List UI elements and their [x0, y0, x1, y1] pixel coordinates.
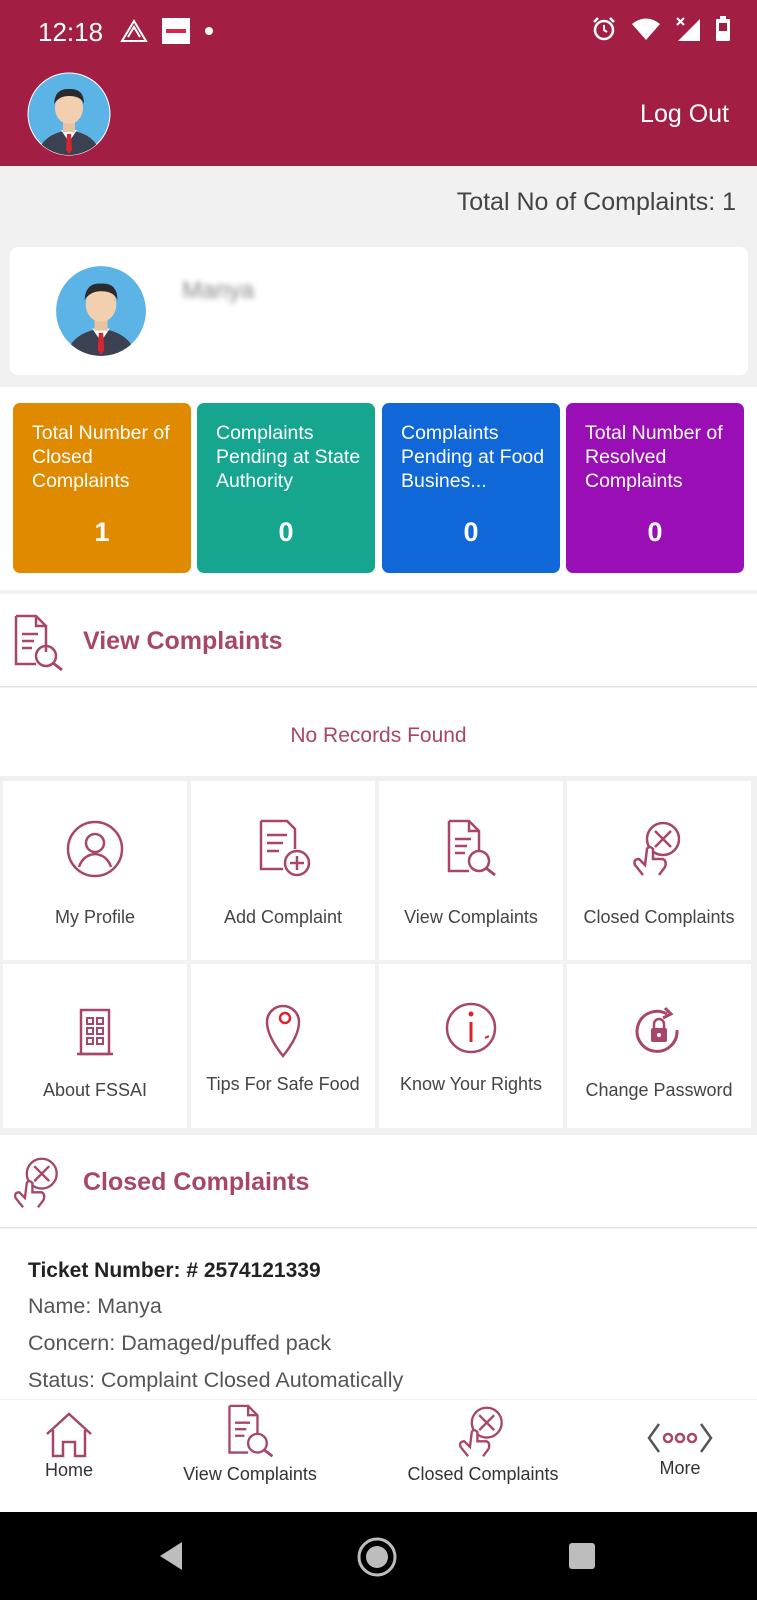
tile-change-password[interactable] [567, 964, 751, 1128]
search-document-icon [222, 1402, 278, 1462]
stat-label: Complaints Pending at State Authority [216, 422, 361, 492]
closed-hand-icon [10, 1153, 66, 1213]
nav-view-complaints[interactable] [175, 1400, 325, 1512]
tile-label: Closed Complaints [583, 907, 735, 927]
ticket-concern: Concern: Damaged/puffed pack [28, 1331, 332, 1355]
menu-grid [0, 778, 757, 1134]
ticket-status: Status: Complaint Closed Automatically [28, 1368, 404, 1392]
signal-icon [675, 16, 701, 42]
wifi-icon [631, 17, 661, 41]
user-card [10, 247, 748, 375]
nav-label: Closed Complaints [407, 1464, 559, 1484]
tile-about-fssai[interactable] [3, 964, 187, 1128]
stat-value: 0 [647, 517, 663, 547]
stat-card-closed[interactable] [13, 403, 191, 573]
nav-home[interactable] [24, 1400, 114, 1512]
nav-label: More [659, 1458, 701, 1478]
view-complaints-section[interactable] [0, 594, 757, 687]
nav-closed-complaints[interactable] [398, 1400, 568, 1512]
building-icon [65, 1004, 125, 1064]
tile-add-complaint[interactable] [191, 781, 375, 960]
user-name: Manya [182, 277, 255, 304]
tile-label: About FSSAI [42, 1080, 148, 1100]
more-icon [647, 1420, 713, 1456]
home-icon [43, 1408, 95, 1460]
app-bar [0, 64, 757, 166]
ticket-name: Name: Manya [28, 1294, 162, 1318]
tile-tips-safe-food[interactable] [191, 964, 375, 1128]
closed-hand-icon [455, 1402, 511, 1462]
info-icon [441, 1000, 501, 1060]
ticket-card[interactable] [0, 1229, 757, 1399]
recents-icon[interactable] [568, 1542, 596, 1570]
stat-label: Complaints Pending at Food Busines... [401, 422, 545, 492]
warning-triangle-icon [120, 19, 148, 43]
system-nav-bar [0, 1512, 757, 1600]
no-records-message: No Records Found [0, 688, 757, 776]
user-avatar-icon [55, 265, 147, 357]
tile-label: Change Password [585, 1080, 733, 1100]
location-pin-icon [253, 1000, 313, 1060]
user-avatar-icon[interactable] [27, 72, 111, 156]
search-document-icon [10, 612, 66, 672]
dot-icon [204, 26, 214, 36]
lock-refresh-icon [629, 1004, 689, 1064]
stat-card-resolved[interactable] [566, 403, 744, 573]
section-title: View Complaints [83, 627, 283, 655]
logout-button[interactable]: Log Out [640, 100, 729, 128]
tile-know-your-rights[interactable] [379, 964, 563, 1128]
status-time: 12:18 [38, 17, 104, 47]
battery-icon [715, 16, 731, 42]
total-complaints-count: Total No of Complaints: 1 [456, 188, 736, 216]
tile-label: Tips For Safe Food [206, 1074, 360, 1094]
add-document-icon [253, 819, 313, 879]
closed-complaints-section[interactable] [0, 1135, 757, 1228]
tile-label: Add Complaint [223, 907, 343, 927]
stats-panel [0, 387, 757, 590]
bottom-nav [0, 1400, 757, 1512]
stat-value: 1 [94, 517, 110, 547]
alarm-icon [591, 16, 617, 42]
tile-label: View Complaints [404, 907, 538, 927]
closed-hand-icon [629, 819, 689, 879]
stat-card-pending-food-business[interactable] [382, 403, 560, 573]
nav-label: View Complaints [183, 1464, 317, 1484]
search-document-icon [441, 819, 501, 879]
news-app-icon [162, 18, 190, 44]
stat-label: Total Number of Resolved Complaints [585, 422, 723, 492]
nav-more[interactable] [640, 1400, 720, 1512]
tile-label: My Profile [54, 907, 135, 927]
back-icon[interactable] [156, 1540, 186, 1572]
home-circle-icon[interactable] [356, 1536, 398, 1578]
tile-my-profile[interactable] [3, 781, 187, 960]
tile-label: Know Your Rights [399, 1074, 543, 1094]
stat-value: 0 [463, 517, 479, 547]
status-bar [0, 0, 757, 64]
ticket-number: Ticket Number: # 2574121339 [28, 1259, 321, 1282]
section-title: Closed Complaints [83, 1168, 310, 1196]
stat-label: Total Number of Closed Complaints [32, 422, 170, 492]
profile-icon [65, 819, 125, 879]
stat-card-pending-state[interactable] [197, 403, 375, 573]
tile-closed-complaints[interactable] [567, 781, 751, 960]
tile-view-complaints[interactable] [379, 781, 563, 960]
nav-label: Home [44, 1460, 93, 1480]
stat-value: 0 [278, 517, 294, 547]
